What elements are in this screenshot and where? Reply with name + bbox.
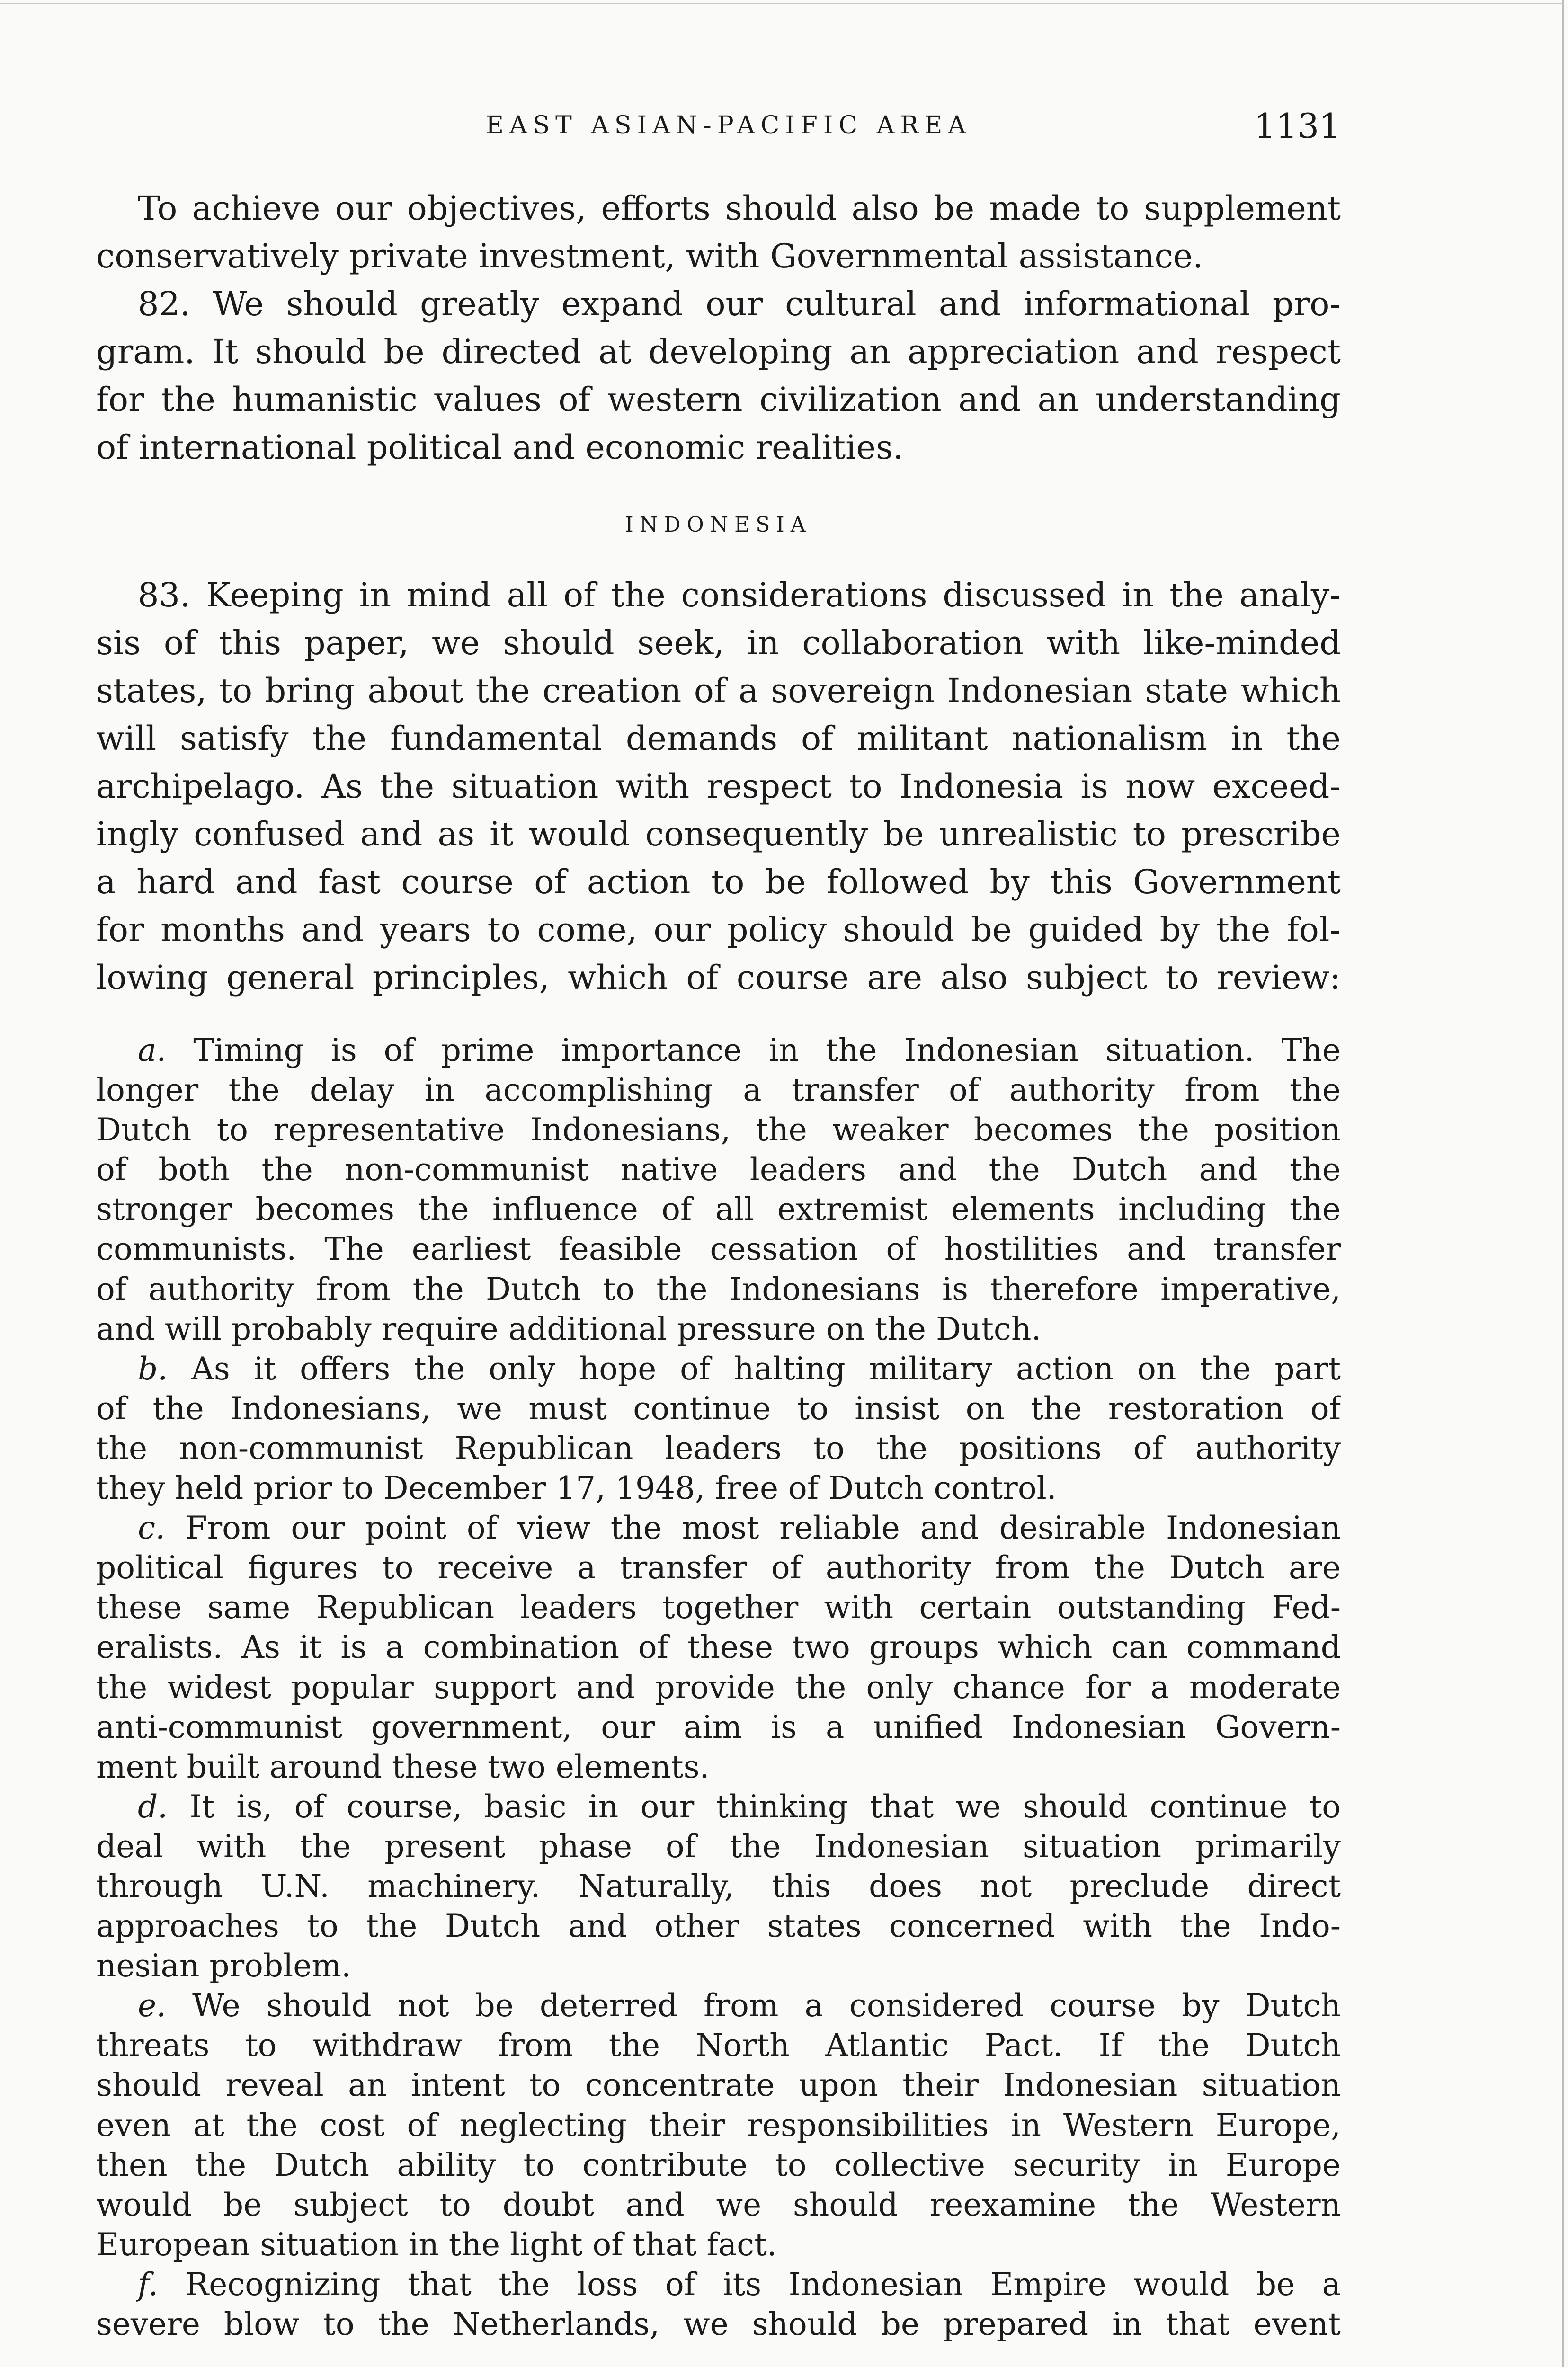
text-line: ment built around these two elements. (96, 1748, 710, 1785)
text-line: will satisfy the fundamental demands of militant nationalism in the (96, 719, 1341, 758)
page-edge-right (1562, 0, 1564, 2367)
text-line (96, 1031, 1341, 1070)
text-line: through U.N. machinery. Naturally, this does not preclude direct (96, 1868, 1341, 1904)
page-edge-top (0, 3, 1564, 4)
page-number: 1131 (1254, 106, 1341, 146)
text-line: 83. Keeping in mind all of the considerations discussed in the analy- (138, 576, 1341, 614)
subparagraph-e (96, 1986, 1341, 2265)
text-line: for the humanistic values of western civilization and an understanding (96, 380, 1341, 419)
text-line: approaches to the Dutch and other states concerned with the Indo- (96, 1908, 1341, 1945)
text-line: they held prior to December 17, 1948, free of Dutch control. (96, 1470, 1057, 1507)
text-line: 82. We should greatly expand our cultural and informational pro- (138, 285, 1341, 323)
text-line: of both the non-communist native leaders and the Dutch and the (96, 1151, 1341, 1188)
item-label: d. (138, 1788, 168, 1825)
item-label: f. (138, 2266, 159, 2303)
principles-list (96, 1031, 1341, 2344)
text-line: European situation in the light of that fact. (96, 2226, 777, 2263)
text-line: for months and years to come, our policy should be guided by the fol- (96, 910, 1341, 949)
text-line: should reveal an intent to concentrate upon their Indonesian situation (96, 2067, 1341, 2104)
line-text: Recognizing that the loss of its Indonesian Empire would be a (185, 2266, 1341, 2303)
line-text: We should not be deterred from a considered course by Dutch (192, 1987, 1341, 2024)
text-line (96, 1508, 1341, 1548)
paragraph-83 (96, 571, 1341, 1002)
text-line (96, 2265, 1341, 2305)
text-line: communists. The earliest feasible cessation of hostilities and transfer (96, 1231, 1341, 1268)
section-heading-indonesia: INDONESIA (625, 513, 812, 537)
text-line: of international political and economic realities. (96, 428, 904, 467)
text-line: of the Indonesians, we must continue to insist on the restoration of (96, 1390, 1341, 1427)
paragraph-82 (96, 280, 1341, 472)
line-text: Timing is of prime importance in the Indonesian situation. The (193, 1032, 1341, 1068)
text-line: conservatively private investment, with Governmental assistance. (96, 237, 1203, 276)
text-line: lowing general principles, which of course are also subject to review: (96, 958, 1341, 997)
text-line: would be subject to doubt and we should reexamine the Western (96, 2186, 1341, 2223)
text-line: the non-communist Republican leaders to the positions of authority (96, 1430, 1341, 1467)
text-line: these same Republican leaders together with certain outstanding Fed- (96, 1589, 1341, 1626)
text-line: archipelago. As the situation with respect to Indonesia is now exceed- (96, 767, 1341, 806)
text-line: then the Dutch ability to contribute to collective security in Europe (96, 2146, 1341, 2183)
text-line: ingly confused and as it would consequently be unrealistic to prescribe (96, 815, 1341, 854)
text-line (96, 1787, 1341, 1827)
text-line: nesian problem. (96, 1948, 351, 1984)
text-line: of authority from the Dutch to the Indonesians is therefore imperative, (96, 1271, 1341, 1308)
running-title: EAST ASIAN-PACIFIC AREA (486, 111, 971, 140)
text-line (96, 1349, 1341, 1389)
text-line: a hard and fast course of action to be followed by this Government (96, 863, 1341, 901)
subparagraph-f (96, 2265, 1341, 2344)
item-label: c. (138, 1510, 165, 1547)
text-line: longer the delay in accomplishing a transfer of authority from the (96, 1072, 1341, 1109)
text-line: anti-communist government, our aim is a unified Indonesian Govern- (96, 1709, 1341, 1745)
paragraph-objectives (96, 185, 1341, 280)
text-line: deal with the present phase of the Indonesian situation primarily (96, 1828, 1341, 1865)
text-line: stronger becomes the influence of all extremist elements including the (96, 1191, 1341, 1228)
text-line: eralists. As it is a combination of these two groups which can command (96, 1629, 1341, 1666)
subparagraph-b (96, 1349, 1341, 1508)
item-label: b. (138, 1350, 168, 1387)
text-line: sis of this paper, we should seek, in collaboration with like-minded (96, 623, 1341, 662)
text-line: severe blow to the Netherlands, we should be prepared in that event (96, 2306, 1341, 2342)
subparagraph-a (96, 1031, 1341, 1349)
text-line: threats to withdraw from the North Atlantic Pact. If the Dutch (96, 2027, 1341, 2064)
item-label: e. (138, 1987, 167, 2024)
line-text: It is, of course, basic in our thinking that we should continue to (189, 1788, 1341, 1825)
text-line (96, 1986, 1341, 2026)
item-label: a. (138, 1032, 167, 1068)
subparagraph-c (96, 1508, 1341, 1787)
text-line: states, to bring about the creation of a sovereign Indonesian state which (96, 671, 1341, 710)
line-text: From our point of view the most reliable and desirable Indonesian (185, 1510, 1341, 1547)
line-text: As it offers the only hope of halting military action on the part (191, 1350, 1341, 1387)
text-line: even at the cost of neglecting their responsibilities in Western Europe, (96, 2107, 1341, 2144)
text-line: To achieve our objectives, efforts should also be made to supplement (138, 189, 1341, 228)
text-line: political figures to receive a transfer of authority from the Dutch are (96, 1549, 1341, 1586)
text-line: Dutch to representative Indonesians, the weaker becomes the position (96, 1112, 1341, 1148)
text-line: and will probably require additional pressure on the Dutch. (96, 1310, 1042, 1347)
subparagraph-d (96, 1787, 1341, 1986)
text-line: the widest popular support and provide the only chance for a moderate (96, 1669, 1341, 1706)
text-line: gram. It should be directed at developing an appreciation and respect (96, 332, 1341, 371)
